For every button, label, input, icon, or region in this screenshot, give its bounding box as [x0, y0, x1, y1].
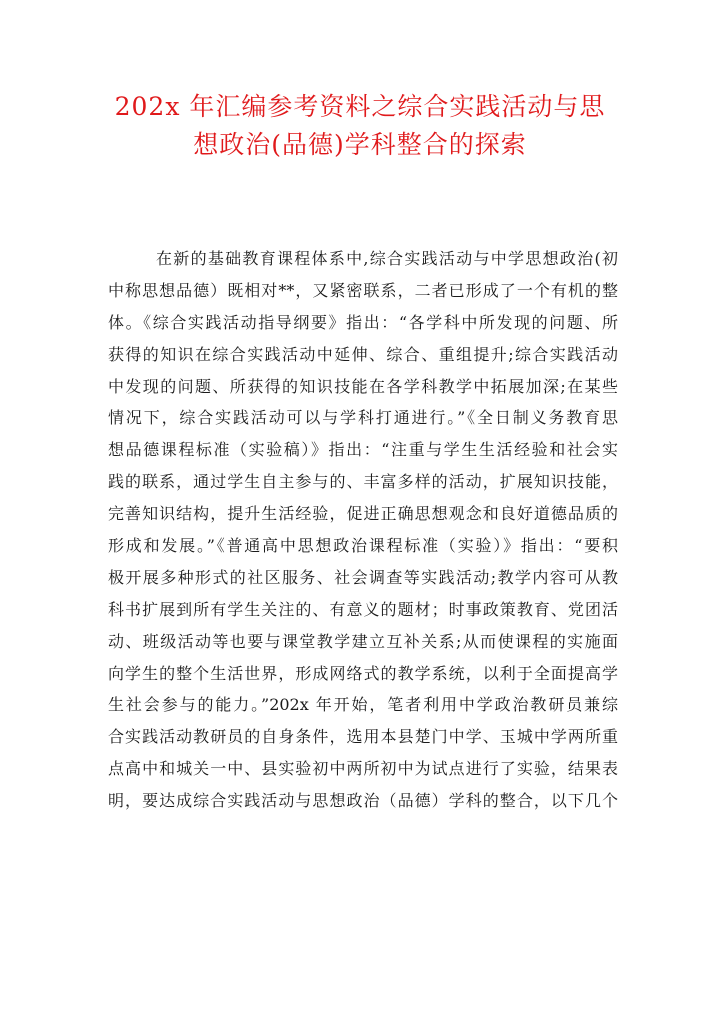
body-line: 生社会参与的能力。”202x 年开始，笔者利用中学政治教研员兼综	[108, 695, 618, 715]
body-line: 点高中和城关一中、县实验初中两所初中为试点进行了实验，结果表	[108, 759, 618, 779]
body-line: 合实践活动教研员的自身条件，选用本县楚门中学、玉城中学两所重	[108, 727, 618, 747]
body-line: 体。《综合实践活动指导纲要》指出：“各学科中所发现的问题、所	[108, 312, 618, 332]
body-line: 向学生的整个生活世界，形成网络式的教学系统，以利于全面提高学	[108, 663, 618, 683]
document-body	[108, 243, 618, 817]
body-line: 形成和发展。”《普通高中思想政治课程标准（实验）》指出：“要积	[108, 536, 618, 556]
body-line: 科书扩展到所有学生关注的、有意义的题材；时事政策教育、党团活	[108, 599, 618, 619]
title-line-1: 202x 年汇编参考资料之综合实践活动与思	[114, 92, 606, 121]
body-line: 情况下，综合实践活动可以与学科打通进行。”《全日制义务教育思	[108, 408, 618, 428]
body-line: 中发现的问题、所获得的知识技能在各学科教学中拓展加深;在某些	[108, 376, 618, 396]
body-line: 想品德课程标准（实验稿）》指出：“注重与学生生活经验和社会实	[108, 440, 618, 460]
body-line: 极开展多种形式的社区服务、社会调查等实践活动;教学内容可从教	[108, 567, 618, 587]
document-title	[100, 88, 620, 164]
body-line: 完善知识结构，提升生活经验，促进正确思想观念和良好道德品质的	[108, 504, 618, 524]
body-line: 获得的知识在综合实践活动中延伸、综合、重组提升;综合实践活动	[108, 344, 618, 364]
body-line: 践的联系，通过学生自主参与的、丰富多样的活动，扩展知识技能，	[108, 472, 618, 492]
body-line: 中称思想品德）既相对**，又紧密联系，二者已形成了一个有机的整	[108, 280, 618, 300]
body-line: 动、班级活动等也要与课堂教学建立互补关系;从而使课程的实施面	[108, 631, 618, 651]
body-line: 在新的基础教育课程体系中,综合实践活动与中学思想政治(初	[156, 249, 618, 268]
title-line-2: 想政治(品德)学科整合的探索	[193, 130, 527, 159]
body-line: 明，要达成综合实践活动与思想政治（品德）学科的整合，以下几个	[108, 791, 618, 811]
